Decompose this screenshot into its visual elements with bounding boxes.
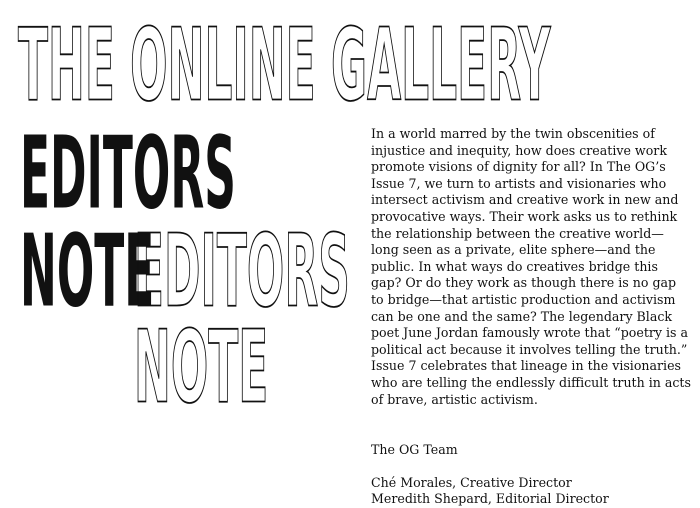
- credit-editorial-director: Meredith Shepard, Editorial Director: [371, 491, 609, 507]
- credit-creative-director: Ché Morales, Creative Director: [371, 474, 572, 490]
- gallery-title: THE ONLINE GALLERY: [18, 7, 551, 124]
- editors-title-solid: EDITORS: [20, 115, 236, 232]
- editors-note-body: [371, 126, 691, 508]
- signoff: The OG Team: [371, 442, 458, 458]
- editors-title-outline: EDITORS: [134, 213, 350, 330]
- note-title-outline: NOTE: [134, 309, 269, 426]
- intro-paragraph: In a world marred by the twin obscenities of injustice and inequity, how does creative work promote visions of dignity for all? In The OG’s Issue 7, we turn to artists and visionaries who intersect activism and creative work in new and provocative ways. Their work asks us to rethink the relationship between the creative world—long seen as a private, elite sphere—and the public. In what ways do creatives bridge this gap? Or do they work as though there is no gap to bridge—that artistic production and activism can be one and the same? The legendary Black poet June Jordan famously wrote that “poetry is a political act because it involves telling the truth.” Issue 7 celebrates that lineage in the visionaries who are telling the endlessly difficult truth in acts of brave, artistic activism.: [371, 126, 691, 407]
- note-title-solid: NOTE: [20, 213, 155, 330]
